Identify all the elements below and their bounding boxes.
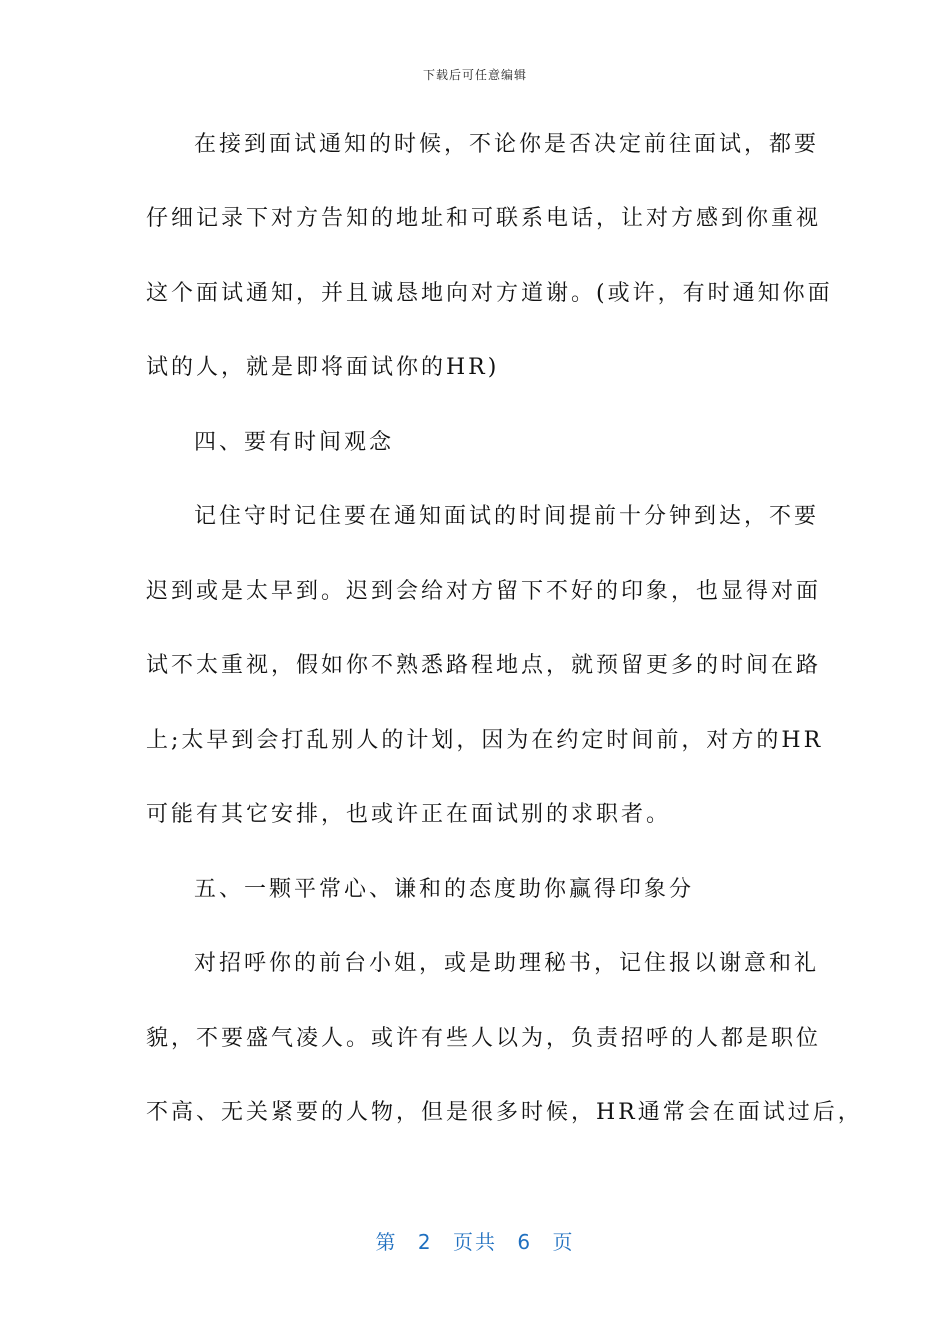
paragraph-line: 对招呼你的前台小姐，或是助理秘书，记住报以谢意和礼 [194,951,820,976]
paragraph-line: 在接到面试通知的时候，不论你是否决定前往面试，都要 [194,132,820,157]
paragraph-line: 这个面试通知，并且诚恳地向对方道谢。(或许，有时通知你面 [146,281,833,306]
total-pages-number: 6 [517,1230,533,1254]
paragraph-line: 迟到或是太早到。迟到会给对方留下不好的印象，也显得对面 [146,579,822,604]
page-label-suffix: 页 [552,1230,575,1254]
paragraph-line: 不高、无关紧要的人物，但是很多时候，HR通常会在面试过后， [146,1100,863,1125]
section-heading: 五、一颗平常心、谦和的态度助你赢得印象分 [194,877,695,902]
paragraph-line: 试的人，就是即将面试你的HR) [146,355,500,380]
paragraph-line: 仔细记录下对方告知的地址和可联系电话，让对方感到你重视 [146,206,822,231]
paragraph-line: 上;太早到会打乱别人的计划，因为在约定时间前，对方的HR [146,728,824,753]
current-page-number: 2 [417,1230,433,1254]
paragraph-line: 试不太重视，假如你不熟悉路程地点，就预留更多的时间在路 [146,653,822,678]
page-label-prefix: 第 [375,1230,398,1254]
page-footer [0,1226,950,1255]
paragraph-line: 记住守时记住要在通知面试的时间提前十分钟到达，不要 [194,504,820,529]
section-heading: 四、要有时间观念 [194,430,395,455]
page-label-mid: 页共 [453,1230,497,1254]
page-header: 下载后可任意编辑 [422,68,527,82]
paragraph-line: 貌，不要盛气凌人。或许有些人以为，负责招呼的人都是职位 [146,1026,822,1051]
paragraph-line: 可能有其它安排，也或许正在面试别的求职者。 [146,802,672,827]
